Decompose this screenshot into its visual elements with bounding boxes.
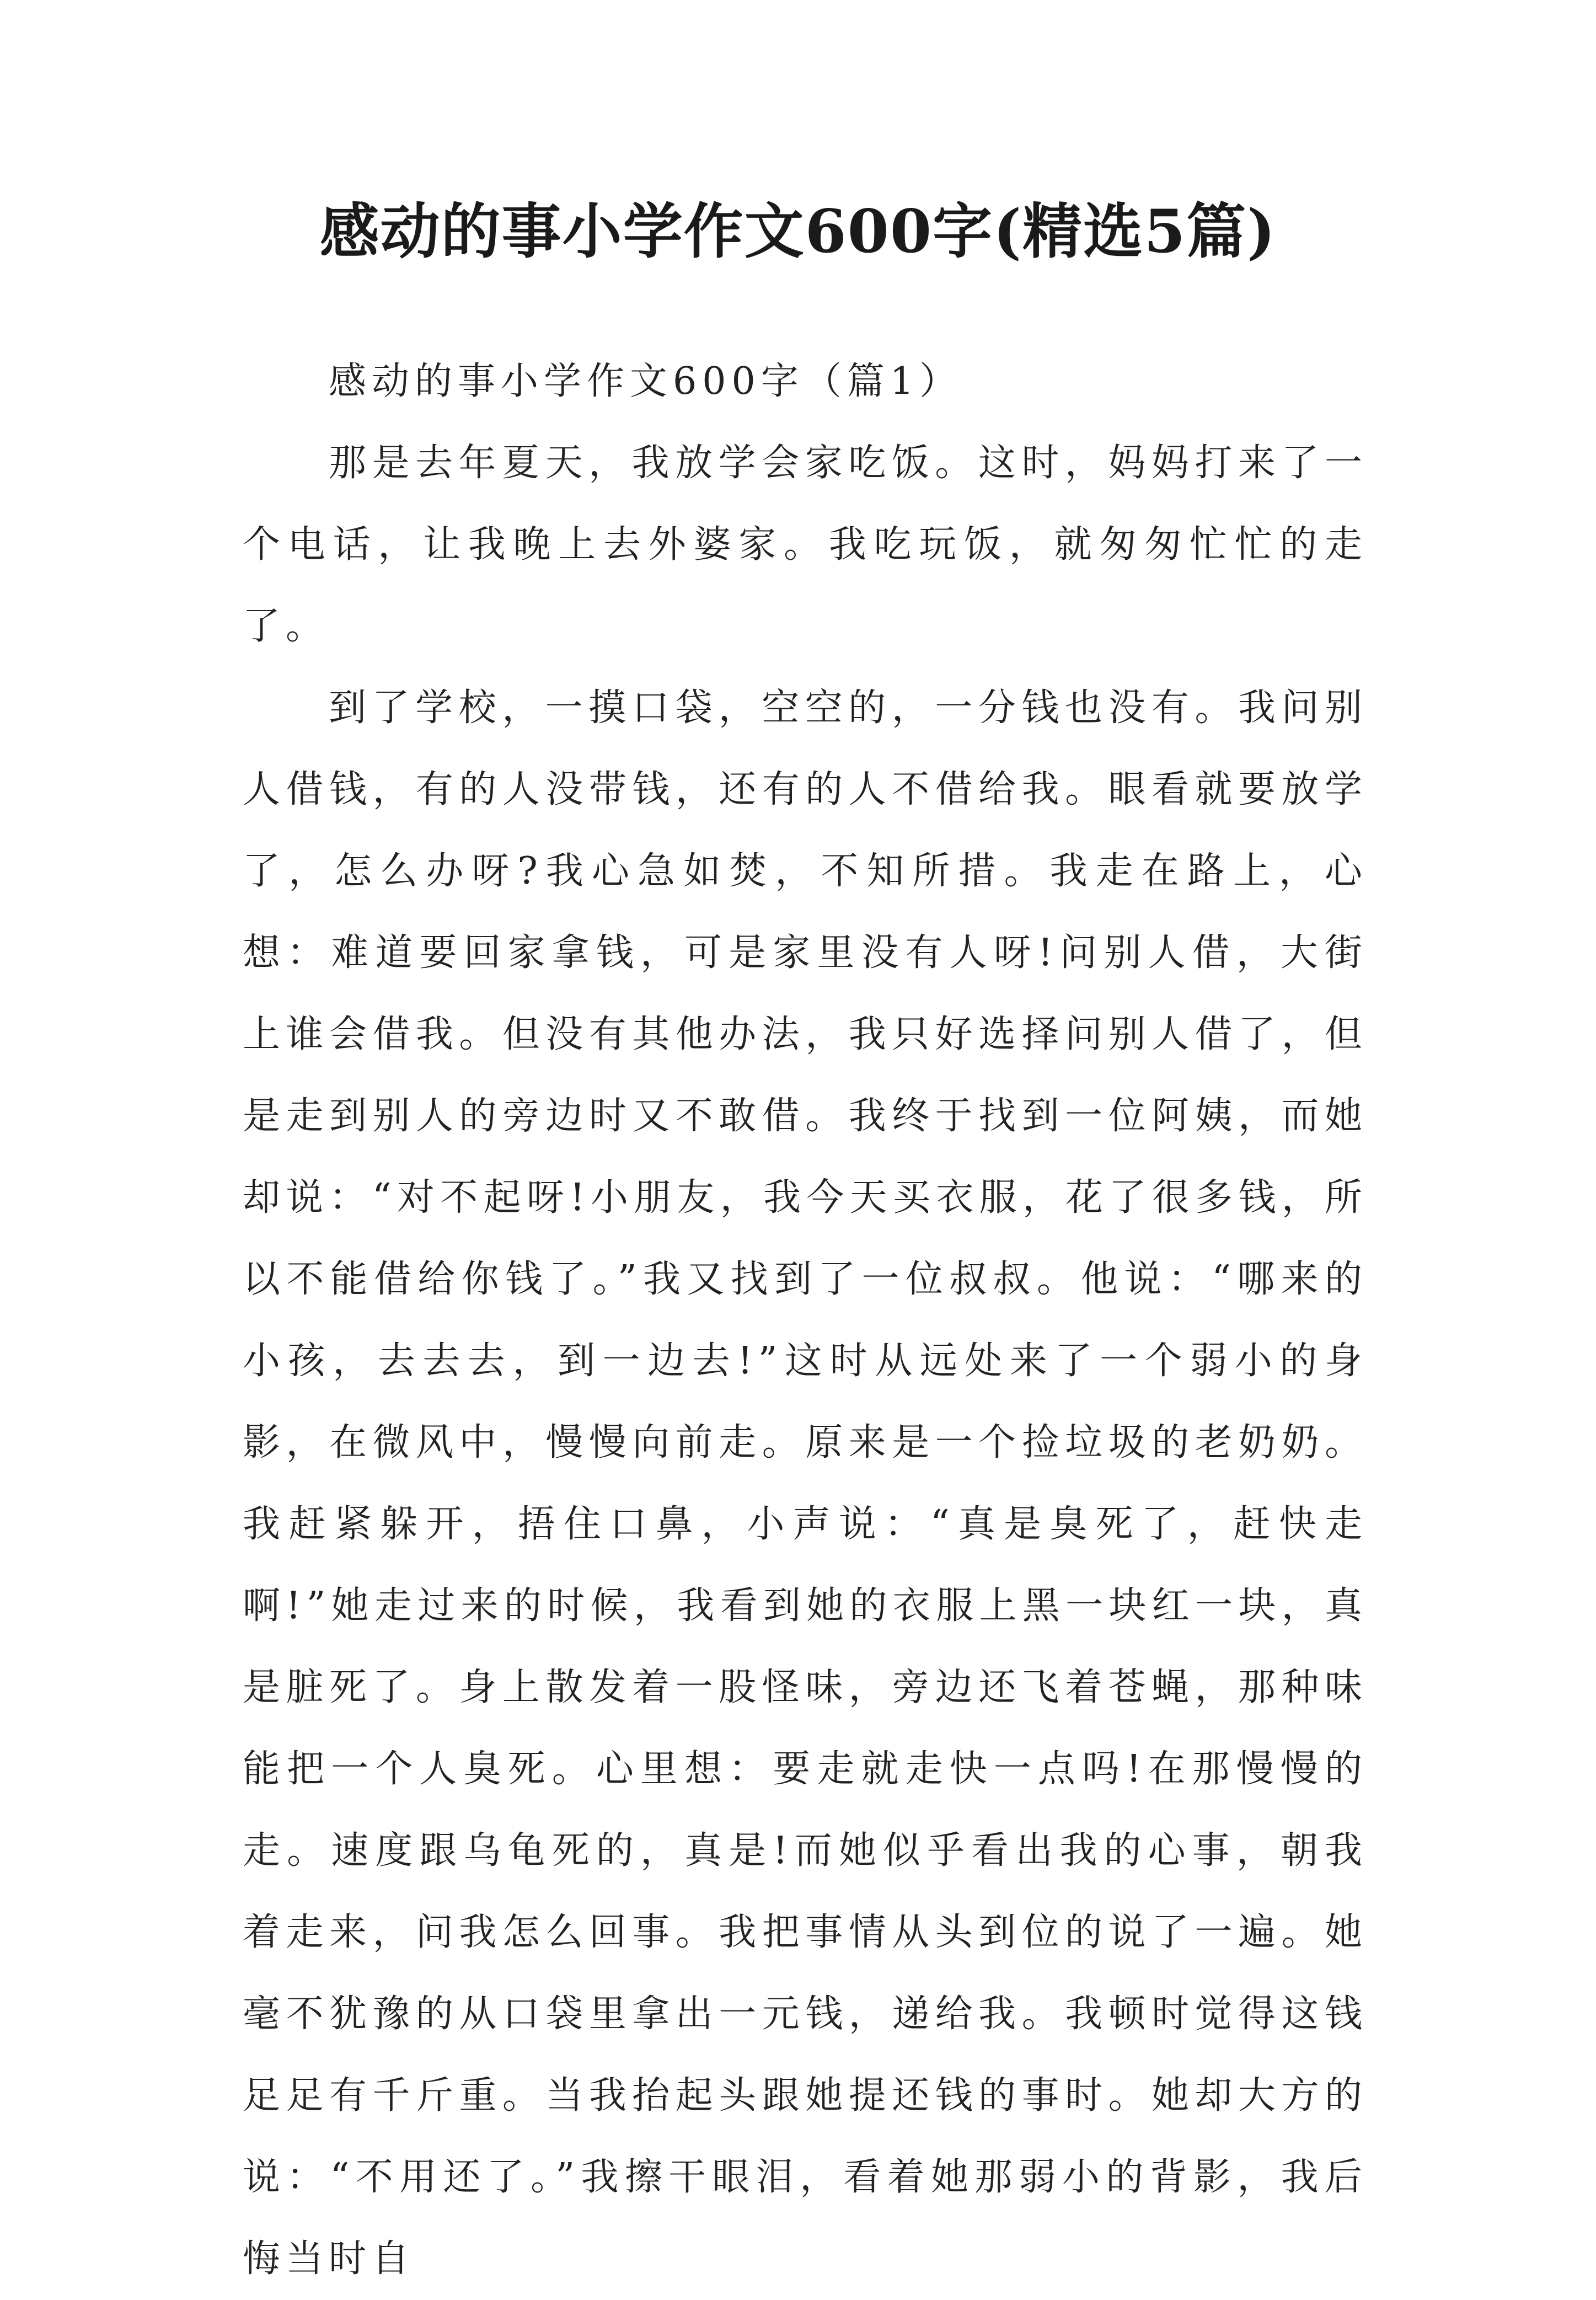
document-title: 感动的事小学作文600字(精选5篇) (319, 197, 1277, 266)
paragraph: 到了学校，一摸口袋，空空的，一分钱也没有。我问别人借钱，有的人没带钱，还有的人不借给我。眼看就要放学了，怎么办呀?我心急如焚，不知所措。我走在路上，心想：难道要回家拿钱，可是家里没有人呀!问别人借，大街上谁会借我。但没有其他办法，我只好选择问别人借了，但是走到别人的旁边时又不敢借。我终于找到一位阿姨，而她却说：“对不起呀!小朋友，我今天买衣服，花了很多钱，所以不能借给你钱了。”我又找到了一位叔叔。他说：“哪来的小孩，去去去，到一边去!”这时从远处来了一个弱小的身影，在微风中，慢慢向前走。原来是一个捡垃圾的老奶奶。我赶紧躲开，捂住口鼻，小声说：“真是臭死了，赶快走啊!”她走过来的时候，我看到她的衣服上黑一块红一块，真是脏死了。身上散发着一股怪味，旁边还飞着苍蝇，那种味能把一个人臭死。心里想：要走就走快一点吗!在那慢慢的走。速度跟乌龟死的，真是!而她似乎看出我的心事，朝我着走来，问我怎么回事。我把事情从头到位的说了一遍。她毫不犹豫的从口袋里拿出一元钱，递给我。我顿时觉得这钱足足有千斤重。当我抬起头跟她提还钱的事时。她却大方的说：“不用还了。”我擦干眼泪，看着她那弱小的背影，我后悔当时自 (243, 686, 1368, 2281)
section-heading: 感动的事小学作文600字（篇1） (329, 360, 963, 403)
paragraph: 那是去年夏天，我放学会家吃饭。这时，妈妈打来了一个电话，让我晚上去外婆家。我吃玩饭，就匆匆忙忙的走了。 (243, 441, 1368, 648)
document-body (243, 341, 1368, 2300)
